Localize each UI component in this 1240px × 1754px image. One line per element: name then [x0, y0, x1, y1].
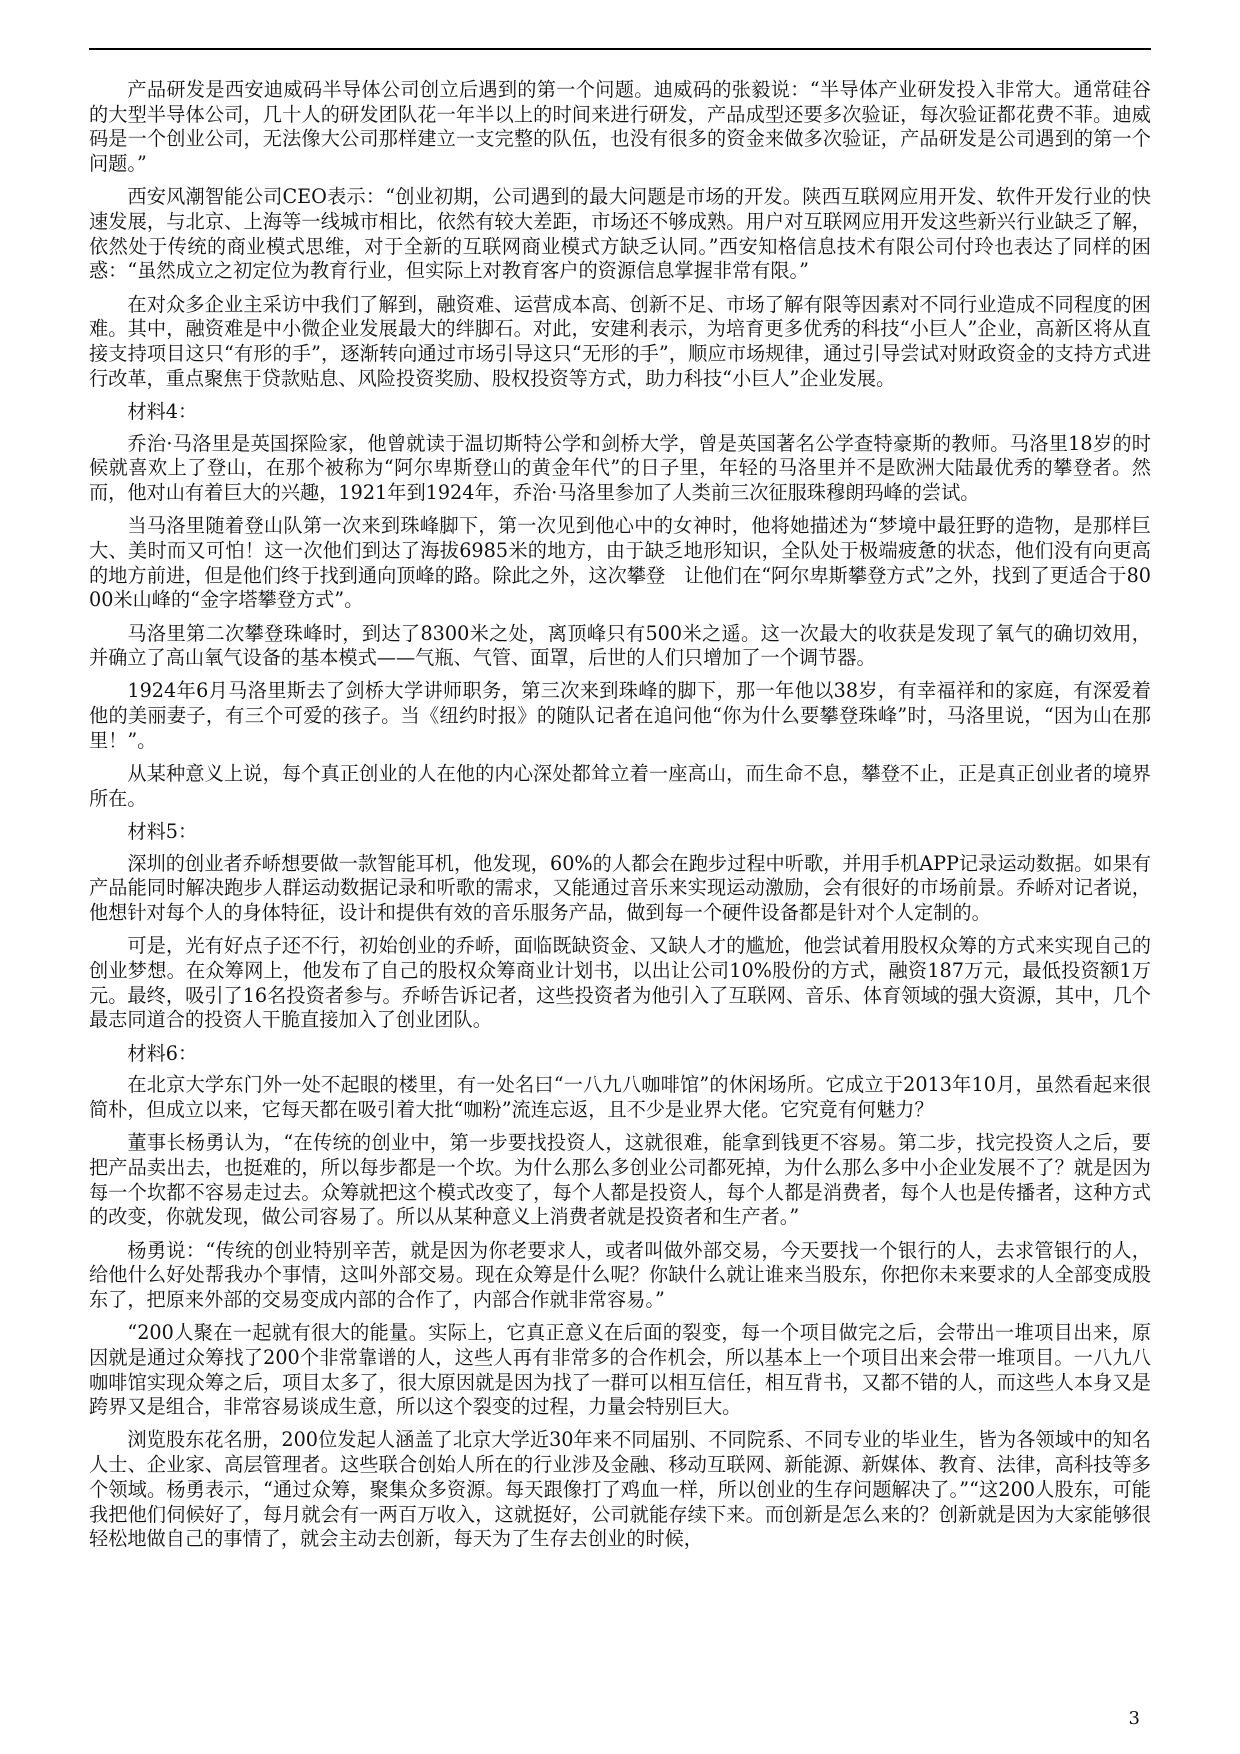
- material-heading: 材料5：: [127, 819, 198, 843]
- paragraph: 马洛里第二次攀登珠峰时，到达了8300米之处，离顶峰只有500米之遥。这一次最大的收获是发现了氧气的确切效用，并确立了高山氧气设备的基本模式——气瓶、气管、面罩，后世的人们只增加了一个调节器。: [89, 621, 1151, 670]
- paragraph: 杨勇说：“传统的创业特别辛苦，就是因为你老要求人，或者叫做外部交易，今天要找一个银行的人，去求管银行的人，给他什么好处帮我办个事情，这叫外部交易。现在众筹是什么呢？你缺什么就让谁来当股东，你把你未来要求的人全部变成股东了，把原来外部的交易变成内部的合作了，内部合作就非常容易。”: [89, 1238, 1151, 1311]
- paragraph: 董事长杨勇认为，“在传统的创业中，第一步要找投资人，这就很难，能拿到钱更不容易。第二步，找完投资人之后，要把产品卖出去，也挺难的，所以每步都是一个坎。为什么那么多创业公司都死掉，为什么那么多中小企业发展不了？就是因为每一个坎都不容易走过去。众筹就把这个模式改变了，每个人都是投资人，每个人都是消费者，每个人也是传播者，这种方式的改变，你就发现，做公司容易了。所以从某种意义上消费者就是投资者和生产者。”: [89, 1131, 1151, 1229]
- paragraph: 1924年6月马洛里斯去了剑桥大学讲师职务，第三次来到珠峰的脚下，那一年他以38岁，有幸福祥和的家庭，有深爱着他的美丽妻子，有三个可爱的孩子。当《纽约时报》的随队记者在追问他“你为什么要攀登珠峰”时，马洛里说，“因为山在那里！”。: [89, 679, 1151, 752]
- material-heading: 材料4：: [127, 399, 198, 423]
- paragraph: 可是，光有好点子还不行，初始创业的乔峤，面临既缺资金、又缺人才的尴尬，他尝试着用股权众筹的方式来实现自己的创业梦想。在众筹网上，他发布了自己的股权众筹商业计划书，以出让公司10%股份的方式，融资187万元，最低投资额1万元。最终，吸引了16名投资者参与。乔峤告诉记者，这些投资者为他引入了互联网、音乐、体育领域的强大资源，其中，几个最志同道合的投资人干脆直接加入了创业团队。: [89, 934, 1151, 1032]
- paragraph: 深圳的创业者乔峤想要做一款智能耳机，他发现，60%的人都会在跑步过程中听歌，并用手机APP记录运动数据。如果有产品能同时解决跑步人群运动数据记录和听歌的需求，又能通过音乐来实现运动激励，会有很好的市场前景。乔峤对记者说，他想针对每个人的身体特征，设计和提供有效的音乐服务产品，做到每一个硬件设备都是针对个人定制的。: [89, 851, 1151, 925]
- paragraph: 在北京大学东门外一处不起眼的楼里，有一处名曰“一八九八咖啡馆”的休闲场所。它成立于2013年10月，虽然看起来很简朴，但成立以来，它每天都在吸引着大批“咖粉”流连忘返，且不少是业界大佬。它究竟有何魅力？: [89, 1073, 1151, 1122]
- document-body: [89, 78, 1151, 1560]
- paragraph: 从某种意义上说，每个真正创业的人在他的内心深处都耸立着一座高山，而生命不息，攀登不止，正是真正创业者的境界所在。: [89, 762, 1151, 810]
- paragraph: 西安风潮智能公司CEO表示：“创业初期，公司遇到的最大问题是市场的开发。陕西互联网应用开发、软件开发行业的快速发展，与北京、上海等一线城市相比，依然有较大差距，市场还不够成熟。用户对互联网应用开发这些新兴行业缺乏了解，依然处于传统的商业模式思维，对于全新的互联网商业模式方缺乏认同。”西安知格信息技术有限公司付玲也表达了同样的困惑：“虽然成立之初定位为教育行业，但实际上对教育客户的资源信息掌握非常有限。”: [89, 185, 1151, 283]
- paragraph: “200人聚在一起就有很大的能量。实际上，它真正意义在后面的裂变，每一个项目做完之后，会带出一堆项目出来，原因就是通过众筹找了200个非常靠谱的人，这些人再有非常多的合作机会，所以基本上一个项目出来会带一堆项目。一八九八咖啡馆实现众筹之后，项目太多了，很大原因就是因为找了一群可以相互信任，相互背书，又都不错的人，而这些人本身又是跨界又是组合，非常容易谈成生意，所以这个裂变的过程，力量会特别巨大。: [89, 1321, 1151, 1419]
- page-number: 3: [1128, 1708, 1140, 1729]
- paragraph: 在对众多企业主采访中我们了解到，融资难、运营成本高、创新不足、市场了解有限等因素对不同行业造成不同程度的困难。其中，融资难是中小微企业发展最大的绊脚石。对此，安建利表示，为培育更多优秀的科技“小巨人”企业，高新区将从直接支持项目这只“有形的手”，逐渐转向通过市场引导这只“无形的手”，顺应市场规律，通过引导尝试对财政资金的支持方式进行改革，重点聚焦于贷款贴息、风险投资奖励、股权投资等方式，助力科技“小巨人”企业发展。: [89, 292, 1152, 390]
- paragraph: 产品研发是西安迪威码半导体公司创立后遇到的第一个问题。迪威码的张毅说：“半导体产业研发投入非常大。通常硅谷的大型半导体公司，几十人的研发团队花一年半以上的时间来进行研发，产品成型还要多次验证，每次验证都花费不菲。迪威码是一个创业公司，无法像大公司那样建立一支完整的队伍，也没有很多的资金来做多次验证，产品研发是公司遇到的第一个问题。”: [89, 78, 1151, 176]
- paragraph: 当马洛里随着登山队第一次来到珠峰脚下，第一次见到他心中的女神时，他将她描述为“梦境中最狂野的造物，是那样巨大、美时而又可怕！这一次他们到达了海拔6985米的地方，由于缺乏地形知识，全队处于极端疲惫的状态，他们没有向更高的地方前进，但是他们终于找到通向顶峰的路。除此之外，这次攀登 让他们在“阿尔卑斯攀登方式”之外，找到了更适合于8000米山峰的“金字塔攀登方式”。: [89, 514, 1152, 612]
- header-rule: [89, 48, 1151, 50]
- paragraph: 乔治·马洛里是英国探险家，他曾就读于温切斯特公学和剑桥大学，曾是英国著名公学查特豪斯的教师。马洛里18岁的时候就喜欢上了登山，在那个被称为“阿尔卑斯登山的黄金年代”的日子里，年轻的马洛里并不是欧洲大陆最优秀的攀登者。然而，他对山有着巨大的兴趣，1921年到1924年，乔治·马洛里参加了人类前三次征服珠穆朗玛峰的尝试。: [89, 431, 1151, 505]
- material-heading: 材料6：: [127, 1041, 198, 1065]
- paragraph: 浏览股东花名册，200位发起人涵盖了北京大学近30年来不同届别、不同院系、不同专业的毕业生，皆为各领域中的知名人士、企业家、高层管理者。这些联合创始人所在的行业涉及金融、移动互联网、新能源、新媒体、教育、法律，高科技等多个领域。杨勇表示，“通过众筹，聚集众多资源。每天跟像打了鸡血一样，所以创业的生存问题解决了。”“这200人股东，可能我把他们伺候好了，每月就会有一两百万收入，这就挺好，公司就能存续下来。而创新是怎么来的？创新就是因为大家能够很轻松地做自己的事情了，就会主动去创新，每天为了生存去创业的时候，: [89, 1428, 1151, 1551]
